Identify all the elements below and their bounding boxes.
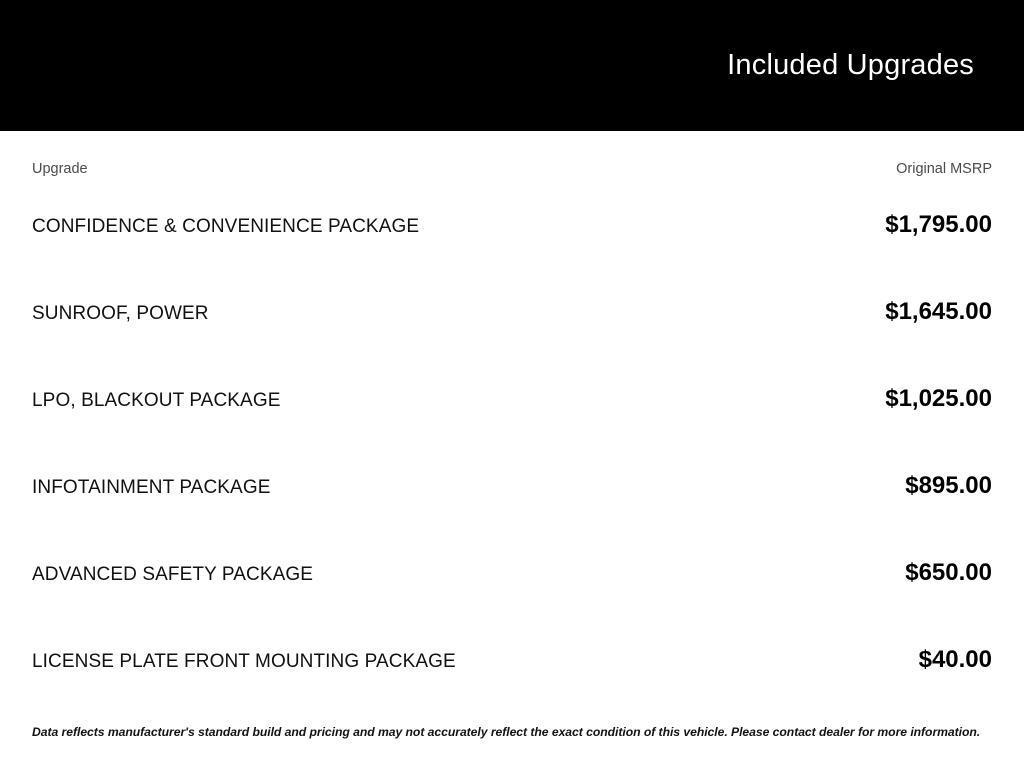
table-header-row (32, 161, 992, 177)
table-row (32, 537, 992, 624)
column-header-upgrade: Upgrade (32, 161, 88, 177)
page-header (0, 0, 1024, 131)
upgrade-price: $1,795.00 (885, 211, 992, 238)
upgrade-price: $650.00 (905, 559, 992, 586)
upgrade-name: CONFIDENCE & CONVENIENCE PACKAGE (32, 216, 420, 237)
column-header-msrp: Original MSRP (896, 161, 992, 177)
upgrade-price: $1,025.00 (885, 385, 992, 412)
upgrade-name: LPO, BLACKOUT PACKAGE (32, 390, 281, 411)
table-row (32, 450, 992, 537)
upgrade-price: $40.00 (918, 646, 992, 673)
upgrade-name: INFOTAINMENT PACKAGE (32, 477, 271, 498)
upgrades-content (0, 131, 1024, 768)
table-row (32, 363, 992, 450)
table-row (32, 276, 992, 363)
page-title: Included Upgrades (727, 49, 974, 81)
disclaimer-text: Data reflects manufacturer's standard build and pricing and may not accurately reflect the exact condition of this vehicle. Please contact dealer for more information. (32, 725, 981, 739)
table-row (32, 624, 992, 711)
upgrade-price: $1,645.00 (885, 298, 992, 325)
upgrades-table (32, 189, 992, 711)
upgrade-name: LICENSE PLATE FRONT MOUNTING PACKAGE (32, 651, 456, 672)
upgrade-name: SUNROOF, POWER (32, 303, 209, 324)
table-row (32, 189, 992, 276)
upgrade-price: $895.00 (905, 472, 992, 499)
upgrade-name: ADVANCED SAFETY PACKAGE (32, 564, 314, 585)
